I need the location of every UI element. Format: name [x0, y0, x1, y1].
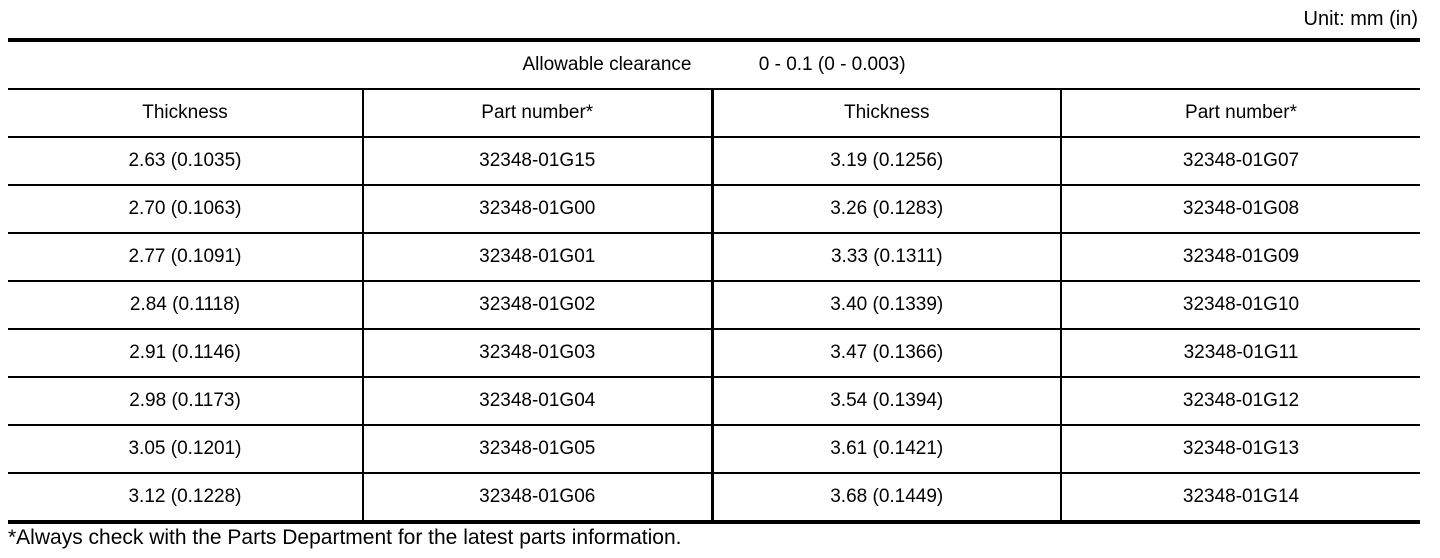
- thickness-cell: 3.68 (0.1449): [712, 473, 1061, 522]
- part-number-cell: 32348-01G08: [1061, 185, 1420, 233]
- header-row: [8, 89, 1420, 137]
- part-number-cell: 32348-01G02: [363, 281, 712, 329]
- part-number-cell: 32348-01G04: [363, 377, 712, 425]
- thickness-cell: 3.05 (0.1201): [8, 425, 363, 473]
- thickness-cell: 2.63 (0.1035): [8, 137, 363, 185]
- thickness-part-table: [8, 38, 1420, 524]
- parts-footnote: *Always check with the Parts Department for the latest parts information.: [8, 526, 682, 549]
- table-row: [8, 329, 1420, 377]
- thickness-cell: 3.12 (0.1228): [8, 473, 363, 522]
- thickness-cell: 2.98 (0.1173): [8, 377, 363, 425]
- clearance-label: Allowable clearance: [522, 54, 692, 75]
- thickness-cell: 3.47 (0.1366): [712, 329, 1061, 377]
- part-number-cell: 32348-01G00: [363, 185, 712, 233]
- part-number-cell: 32348-01G06: [363, 473, 712, 522]
- clearance-row: [8, 40, 1420, 89]
- table-row: [8, 233, 1420, 281]
- part-number-cell: 32348-01G09: [1061, 233, 1420, 281]
- thickness-cell: 2.77 (0.1091): [8, 233, 363, 281]
- table-row: [8, 281, 1420, 329]
- clearance-value: 0 - 0.1 (0 - 0.003): [758, 54, 906, 75]
- table-row: [8, 377, 1420, 425]
- thickness-cell: 3.61 (0.1421): [712, 425, 1061, 473]
- table-row: [8, 185, 1420, 233]
- part-number-cell: 32348-01G14: [1061, 473, 1420, 522]
- thickness-cell: 3.40 (0.1339): [712, 281, 1061, 329]
- part-number-cell: 32348-01G03: [363, 329, 712, 377]
- header-thickness-1: Thickness: [8, 89, 363, 137]
- table-row: [8, 425, 1420, 473]
- thickness-cell: 2.70 (0.1063): [8, 185, 363, 233]
- part-number-cell: 32348-01G13: [1061, 425, 1420, 473]
- header-part-number-2: Part number*: [1061, 89, 1420, 137]
- header-thickness-2: Thickness: [712, 89, 1061, 137]
- thickness-cell: 2.91 (0.1146): [8, 329, 363, 377]
- unit-label: Unit: mm (in): [1303, 8, 1418, 30]
- part-number-cell: 32348-01G01: [363, 233, 712, 281]
- part-number-cell: 32348-01G10: [1061, 281, 1420, 329]
- part-number-cell: 32348-01G15: [363, 137, 712, 185]
- thickness-cell: 3.33 (0.1311): [712, 233, 1061, 281]
- table-row: [8, 473, 1420, 522]
- part-number-cell: 32348-01G05: [363, 425, 712, 473]
- thickness-cell: 2.84 (0.1118): [8, 281, 363, 329]
- part-number-cell: 32348-01G07: [1061, 137, 1420, 185]
- header-part-number-1: Part number*: [363, 89, 712, 137]
- part-number-cell: 32348-01G12: [1061, 377, 1420, 425]
- table-row: [8, 137, 1420, 185]
- part-number-cell: 32348-01G11: [1061, 329, 1420, 377]
- thickness-cell: 3.26 (0.1283): [712, 185, 1061, 233]
- thickness-cell: 3.54 (0.1394): [712, 377, 1061, 425]
- thickness-cell: 3.19 (0.1256): [712, 137, 1061, 185]
- clearance-cell: [8, 40, 1420, 89]
